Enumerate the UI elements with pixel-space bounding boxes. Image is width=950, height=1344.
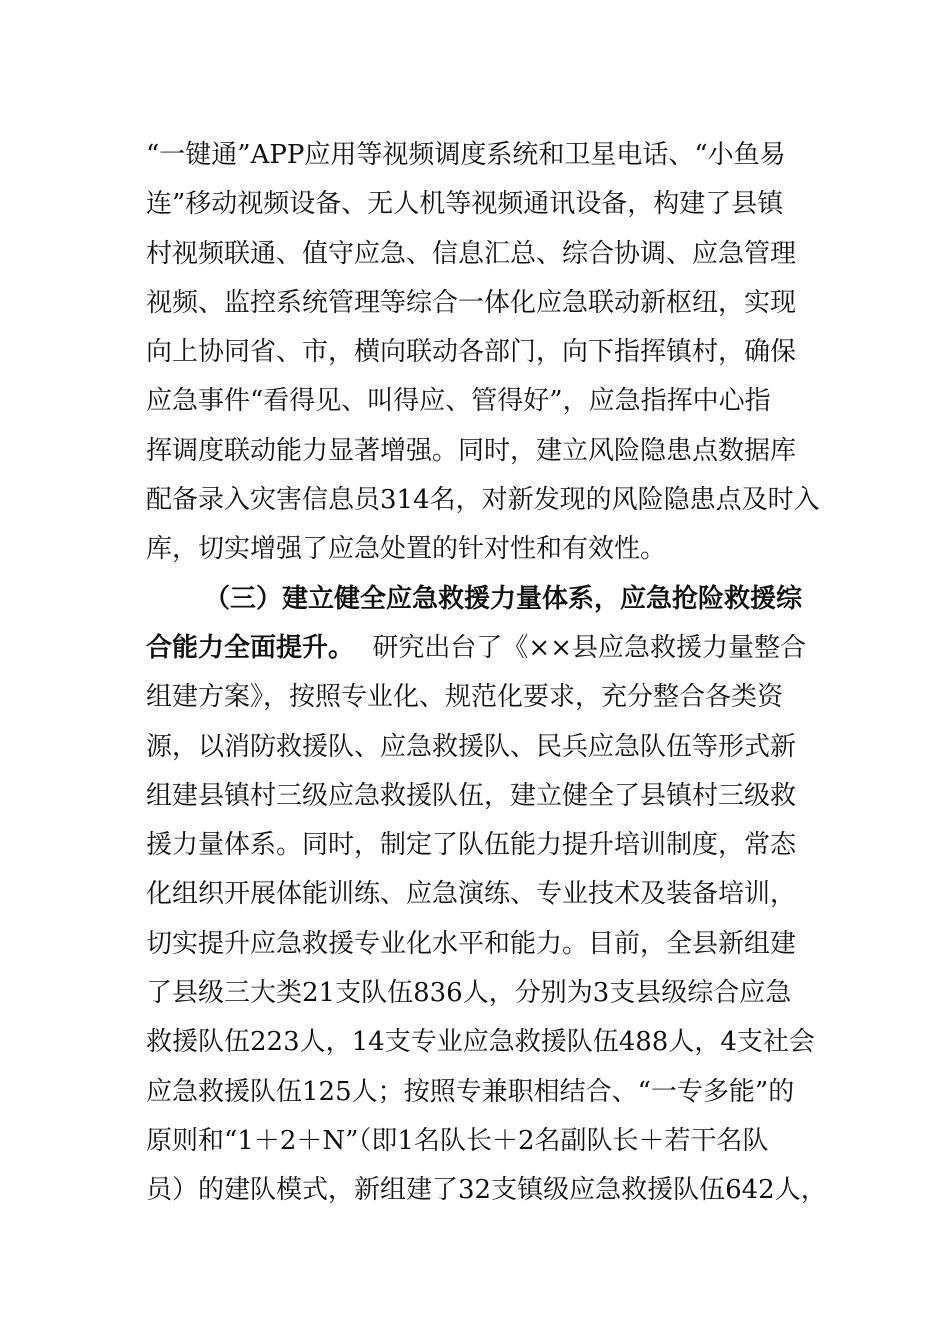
text-line: 组建方案》，按照专业化、规范化要求，充分整合各类资 bbox=[146, 682, 784, 713]
section-heading-line: （三）建立健全应急救援力量体系，应急抢险救援综 bbox=[204, 583, 803, 614]
text-line: “一键通”APP应用等视频调度系统和卫星电话、“小鱼易 bbox=[146, 140, 786, 170]
body-text bbox=[146, 131, 827, 1216]
text-line: 连”移动视频设备、无人机等视频通讯设备，构建了县镇 bbox=[146, 189, 784, 220]
text-line: 视频、监控系统管理等综合一体化应急联动新枢纽，实现 bbox=[146, 287, 797, 318]
text-line: 挥调度联动能力显著增强。同时，建立风险隐患点数据库 bbox=[146, 435, 797, 466]
text-line: 向上协同省、市，横向联动各部门，向下指挥镇村，确保 bbox=[146, 337, 797, 368]
text-line: 了县级三大类21支队伍836人，分别为3支县级综合应急 bbox=[146, 978, 792, 1009]
text-line: 源，以消防救援队、应急救援队、民兵应急队伍等形式新 bbox=[146, 731, 797, 762]
text-line: 救援队伍223人，14支专业应急救援队伍488人，4支社会 bbox=[146, 1027, 815, 1058]
text-line: 村视频联通、值守应急、信息汇总、综合协调、应急管理 bbox=[146, 238, 797, 269]
paragraph-start: 研究出台了《××县应急救援力量整合 bbox=[372, 632, 806, 663]
text-line bbox=[146, 624, 806, 673]
text-line: 配备录入灾害信息员314名，对新发现的风险隐患点及时入 bbox=[146, 485, 820, 516]
text-line: 原则和“1＋2＋N”（即1名队长＋2名副队长＋若干名队 bbox=[146, 1125, 769, 1156]
text-line: 应急事件“看得见、叫得应、管得好”，应急指挥中心指 bbox=[146, 386, 771, 417]
text-line: 化组织开展体能训练、应急演练、专业技术及装备培训， bbox=[146, 879, 797, 910]
text-line: 组建县镇村三级应急救援队伍，建立健全了县镇村三级救 bbox=[146, 780, 797, 811]
section-heading-end: 合能力全面提升。 bbox=[146, 632, 355, 663]
text-line: 库，切实增强了应急处置的针对性和有效性。 bbox=[146, 534, 667, 565]
text-line: 援力量体系。同时，制定了队伍能力提升培训制度，常态 bbox=[146, 830, 797, 861]
text-line: 应急救援队伍125人；按照专兼职相结合、“一专多能”的 bbox=[146, 1076, 795, 1107]
text-line: 切实提升应急救援专业化水平和能力。目前，全县新组建 bbox=[146, 928, 797, 959]
text-line: 员）的建队模式，新组建了32支镇级应急救援队伍642人， bbox=[146, 1175, 827, 1206]
